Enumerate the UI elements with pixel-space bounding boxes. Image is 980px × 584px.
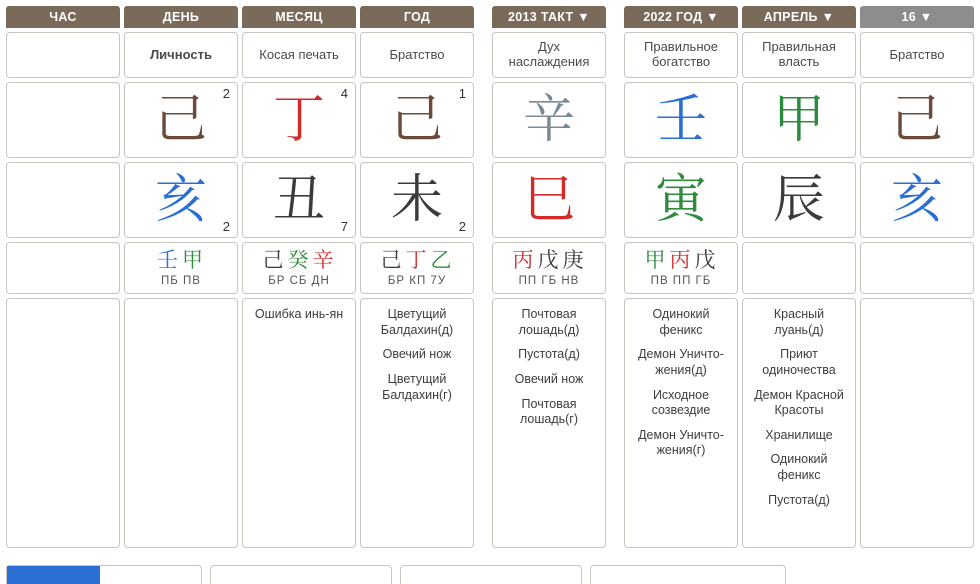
star-item: Овечий нож [382,347,452,362]
pillar-header[interactable]: ЧАС [6,6,120,28]
earthly-branch-cell[interactable] [124,162,238,238]
earthly-branch-glyph: 辰 [772,170,825,230]
earthly-branch-cell[interactable] [742,162,856,238]
pillar-header[interactable]: 16 ▼ [860,6,974,28]
symbolic-stars-cell [124,298,238,548]
hidden-stems-glyphs [512,249,587,272]
pillar-column [860,6,974,548]
star-item: Одинокий феникс [770,452,828,482]
heavenly-stem-cell[interactable] [360,82,474,158]
heavenly-stem-glyph: 己 [390,90,443,150]
pillar-god-label: Косая печать [242,32,356,78]
earthly-branch-cell[interactable] [6,162,120,238]
earthly-branch-strength: 7 [340,219,348,234]
bottom-panel[interactable] [400,565,582,584]
hidden-stems-cell[interactable] [742,242,856,294]
hidden-stem-glyph: 甲 [644,247,668,272]
hidden-stems-abbr: ПП ГБ НВ [518,275,580,288]
hidden-stem-glyph: 乙 [430,247,454,272]
pillar-column [242,6,356,548]
pillar-column [492,6,606,548]
earthly-branch-glyph: 寅 [654,170,707,230]
earthly-branch-cell[interactable] [860,162,974,238]
pillar-god-label: Правильное богатство [624,32,738,78]
hidden-stems-glyphs [262,249,337,272]
earthly-branch-cell[interactable] [492,162,606,238]
earthly-branch-glyph: 丑 [272,170,325,230]
earthly-branch-cell[interactable] [624,162,738,238]
hidden-stems-cell[interactable] [492,242,606,294]
progress-fill [7,566,100,584]
star-item: Красный луань(д) [773,307,825,337]
symbolic-stars-cell [492,298,606,548]
earthly-branch-strength: 2 [458,219,466,234]
hidden-stems-cell[interactable] [860,242,974,294]
earthly-branch-cell[interactable] [360,162,474,238]
hidden-stem-glyph: 丁 [405,247,429,272]
star-item: Цветущий Балдахин(д) [380,307,454,337]
heavenly-stem-cell[interactable] [6,82,120,158]
star-item: Демон Красной Красоты [754,387,844,418]
star-item: Одинокий феникс [652,307,710,337]
symbolic-stars-cell [624,298,738,548]
hidden-stem-glyph: 甲 [182,247,205,272]
hidden-stems-cell[interactable] [624,242,738,294]
hidden-stem-glyph: 己 [380,247,404,272]
pillar-god-label: Личность [124,32,238,78]
star-item: Приют одиночества [762,347,836,377]
bottom-panel[interactable] [210,565,392,584]
heavenly-stem-strength: 4 [340,86,348,101]
luck-pillar-group [490,6,608,548]
symbolic-stars-cell [242,298,356,548]
hidden-stem-glyph: 戊 [694,247,718,272]
hidden-stem-glyph: 癸 [287,247,311,272]
hidden-stems-glyphs [156,249,206,272]
hidden-stem-glyph: 辛 [312,247,336,272]
natal-chart-group [4,6,476,548]
star-item: Цветущий Балдахин(г) [382,371,452,402]
heavenly-stem-cell[interactable] [860,82,974,158]
bottom-panel[interactable] [590,565,786,584]
star-item: Пустота(д) [518,347,580,362]
hidden-stems-abbr: ПБ ПВ [161,275,201,288]
hidden-stem-glyph: 丙 [669,247,693,272]
pillar-god-label: Братство [360,32,474,78]
hidden-stems-abbr: БР СБ ДН [268,275,330,288]
earthly-branch-glyph: 亥 [154,170,207,230]
heavenly-stem-strength: 1 [458,86,466,101]
pillar-header[interactable]: 2013 ТАКТ ▼ [492,6,606,28]
hidden-stem-glyph: 壬 [157,247,180,272]
earthly-branch-cell[interactable] [242,162,356,238]
pillar-column [6,6,120,548]
hidden-stems-cell[interactable] [124,242,238,294]
hidden-stem-glyph: 庚 [562,247,586,272]
symbolic-stars-cell [360,298,474,548]
pillar-god-label [6,32,120,78]
bottom-strip [0,565,980,584]
hidden-stems-abbr: ПВ ПП ГБ [650,275,712,288]
pillar-god-label: Дух наслаждения [492,32,606,78]
hidden-stem-glyph: 丙 [512,247,536,272]
earthly-branch-glyph: 亥 [890,170,943,230]
star-item: Овечий нож [514,371,584,386]
star-item: Хранилище [765,427,833,442]
pillar-header[interactable]: МЕСЯЦ [242,6,356,28]
hidden-stems-cell[interactable] [242,242,356,294]
pillar-column [624,6,738,548]
hidden-stem-glyph: 戊 [537,247,561,272]
heavenly-stem-cell[interactable] [742,82,856,158]
hidden-stems-glyphs [644,249,719,272]
pillar-header[interactable]: ДЕНЬ [124,6,238,28]
symbolic-stars-cell [742,298,856,548]
star-item: Демон Уничто-жения(г) [638,427,724,458]
heavenly-stem-glyph: 甲 [772,90,825,150]
pillar-header[interactable]: АПРЕЛЬ ▼ [742,6,856,28]
star-item: Почтовая лошадь(д) [518,307,580,337]
heavenly-stem-glyph: 壬 [654,90,707,150]
hidden-stem-glyph: 己 [262,247,286,272]
hidden-stems-cell[interactable] [6,242,120,294]
star-item: Пустота(д) [768,492,830,507]
pillar-column [742,6,856,548]
hidden-stems-abbr: БР КП 7У [387,275,447,288]
heavenly-stem-cell[interactable] [242,82,356,158]
bottom-panel[interactable] [6,565,202,584]
pillar-header[interactable]: ГОД [360,6,474,28]
annual-pillar-group [622,6,976,548]
heavenly-stem-strength: 2 [222,86,230,101]
pillar-column [124,6,238,548]
symbolic-stars-cell [860,298,974,548]
pillar-god-label: Правильная власть [742,32,856,78]
star-item: Демон Уничто-жения(д) [638,347,724,377]
hidden-stems-glyphs [380,249,455,272]
pillar-header[interactable]: 2022 ГОД ▼ [624,6,738,28]
star-item: Исходное созвездие [651,387,711,418]
pillar-god-label: Братство [860,32,974,78]
pillar-column [360,6,474,548]
heavenly-stem-cell[interactable] [624,82,738,158]
heavenly-stem-glyph: 己 [154,90,207,150]
heavenly-stem-glyph: 丁 [272,90,325,150]
heavenly-stem-glyph: 己 [890,90,943,150]
hidden-stems-cell[interactable] [360,242,474,294]
symbolic-stars-cell [6,298,120,548]
heavenly-stem-cell[interactable] [492,82,606,158]
star-item: Почтовая лошадь(г) [519,396,579,427]
earthly-branch-strength: 2 [222,219,230,234]
earthly-branch-glyph: 未 [390,170,443,230]
star-item: Ошибка инь-ян [254,307,344,321]
earthly-branch-glyph: 巳 [522,170,575,230]
heavenly-stem-glyph: 辛 [522,90,575,150]
heavenly-stem-cell[interactable] [124,82,238,158]
